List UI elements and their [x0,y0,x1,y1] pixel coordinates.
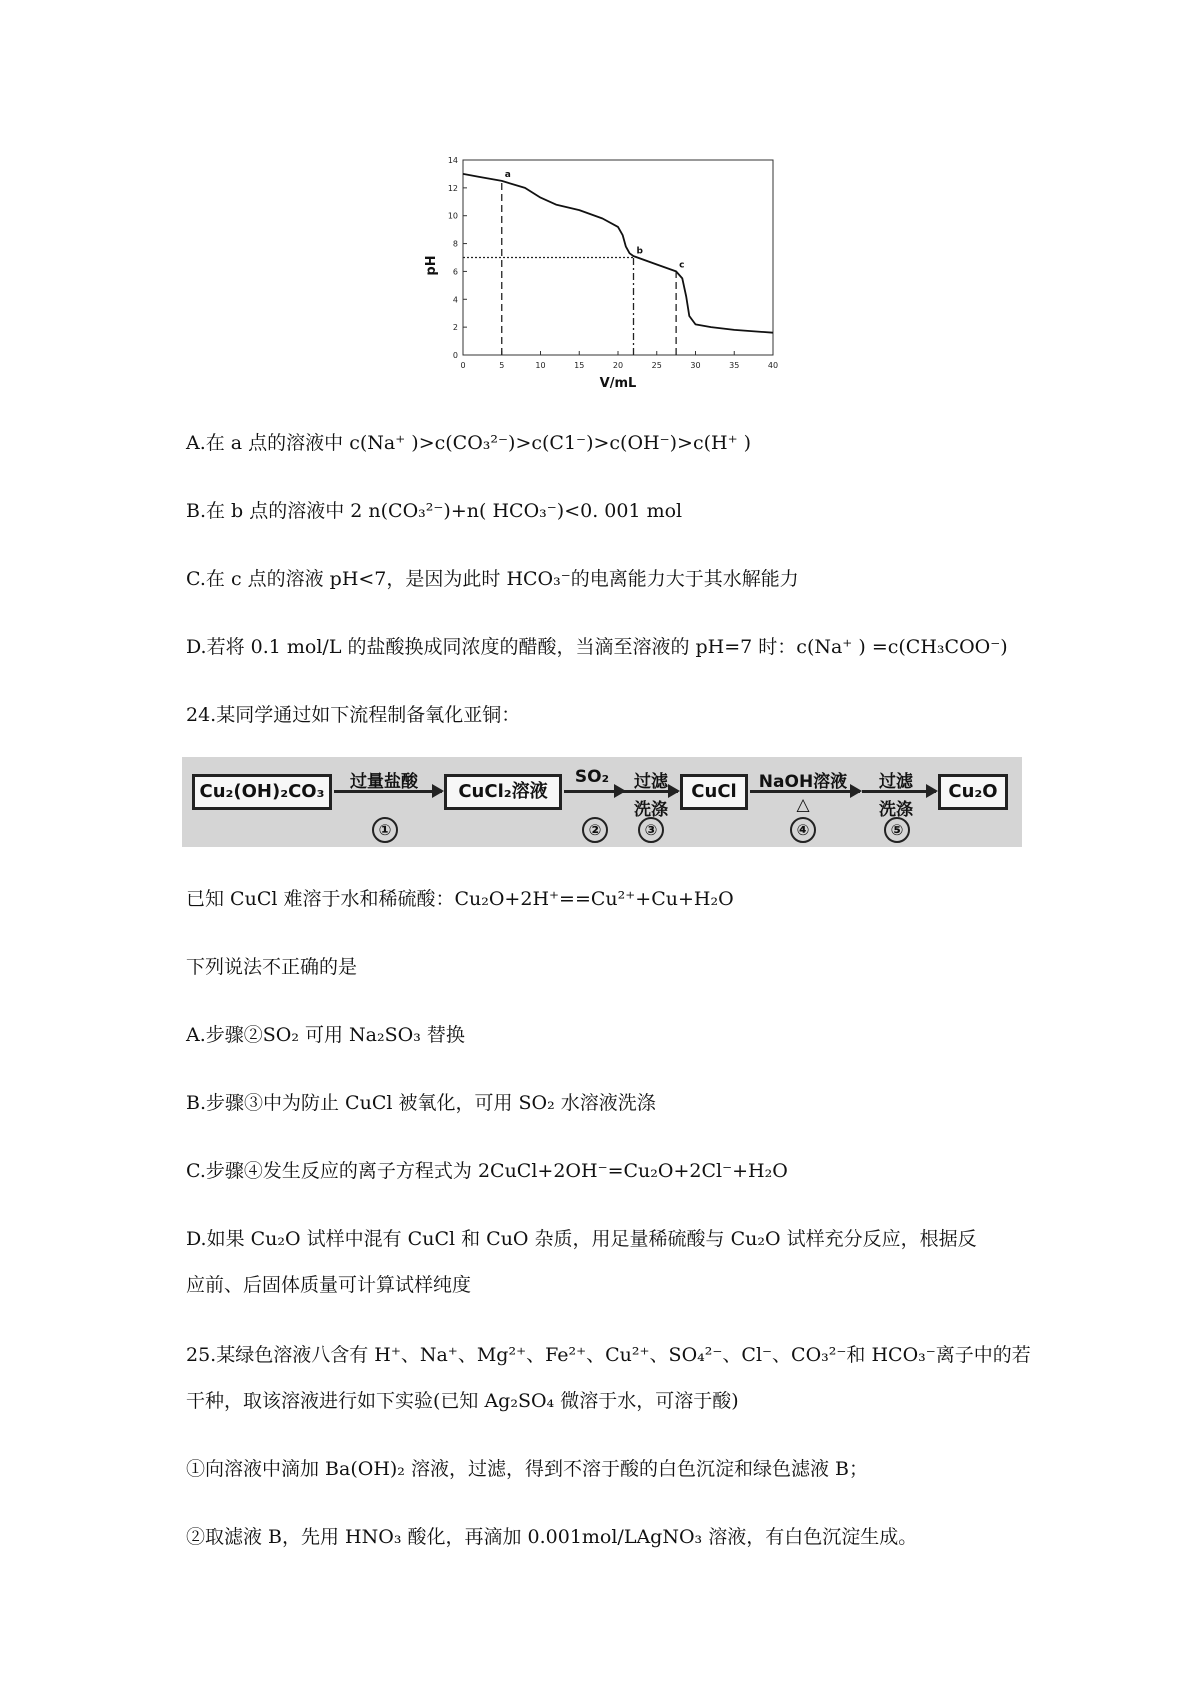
x-tick-label: 15 [574,361,585,370]
y-tick-label: 8 [452,239,458,249]
x-tick-label: 0 [460,361,466,370]
flow-step-1: ① [372,817,398,843]
x-tick-label: 40 [767,361,779,370]
x-tick-label: 30 [690,361,701,370]
plot-frame [463,160,773,355]
y-tick-label: 2 [452,323,458,333]
q25-stem-line1: 25.某绿色溶液八含有 H⁺、Na⁺、Mg²⁺、Fe²⁺、Cu²⁺、SO₄²⁻、Cl⁻、CO₃²⁻和 HCO₃⁻离子中的若 [186,1344,1031,1366]
q25-step-1: ①向溶液中滴加 Ba(OH)₂ 溶液，过滤，得到不溶于酸的白色沉淀和绿色滤液 B； [186,1458,868,1480]
flow-arrow-4-label-bottom: △ [796,795,810,815]
process-flow-diagram [182,757,1022,847]
flow-arrow-1-label: 过量盐酸 [350,772,418,792]
flow-arrow-2-label: SO₂ [574,767,610,787]
flow-step-3: ③ [638,817,664,843]
flow-step-2: ② [582,817,608,843]
y-tick-label: 0 [452,351,458,360]
flow-arrow-2 [564,790,624,793]
y-tick-label: 4 [452,295,458,305]
y-tick-label: 10 [447,211,458,221]
q24-known: 已知 CuCl 难溶于水和稀硫酸：Cu₂O+2H⁺==Cu²⁺+Cu+H₂O [186,888,734,910]
x-tick-label: 20 [612,361,624,370]
flow-arrow-5-label-top: 过滤 [879,772,913,792]
plot-area [424,156,778,391]
y-axis-label: pH [424,255,439,276]
x-tick-label: 5 [499,361,505,370]
flow-box-end: Cu₂O [938,774,1008,810]
q25-stem-line2: 干种，取该溶液进行如下实验(已知 Ag₂SO₄ 微溶于水，可溶于酸) [186,1390,739,1412]
q24-option-c: C.步骤④发生反应的离子方程式为 2CuCl+2OH⁻=Cu₂O+2Cl⁻+H₂O [186,1160,788,1182]
titration-chart [418,150,788,395]
flow-arrow-3-label-top: 过滤 [634,772,668,792]
y-tick-label: 14 [447,156,458,165]
flow-arrow-5-label-bottom: 洗涤 [879,800,913,820]
q25-step-2: ②取滤液 B，先用 HNO₃ 酸化，再滴加 0.001mol/LAgNO₃ 溶液，有白色沉淀生成。 [186,1526,918,1548]
flow-step-5: ⑤ [884,817,910,843]
flow-box-cucl: CuCl [680,774,748,810]
q24-option-d-line2: 应前、后固体质量可计算试样纯度 [186,1274,472,1296]
titration-curve [463,174,773,333]
y-tick-label: 12 [447,183,458,193]
x-tick-label: 10 [535,361,546,370]
flow-box-cucl2: CuCl₂溶液 [444,774,562,810]
q23-option-c: C.在 c 点的溶液 pH<7，是因为此时 HCO₃⁻的电离能力大于其水解能力 [186,568,799,590]
q23-option-b: B.在 b 点的溶液中 2 n(CO₃²⁻)+n( HCO₃⁻)<0. 001 mol [186,500,683,522]
q24-option-a: A.步骤②SO₂ 可用 Na₂SO₃ 替换 [186,1024,465,1046]
q24-option-b: B.步骤③中为防止 CuCl 被氧化，可用 SO₂ 水溶液洗涤 [186,1092,656,1114]
point-label-b: b [636,246,643,257]
q24-ask: 下列说法不正确的是 [186,956,358,978]
flow-arrow-4-label-top: NaOH溶液 [758,772,848,792]
flow-box-start: Cu₂(OH)₂CO₃ [192,774,332,810]
y-tick-label: 6 [452,267,458,277]
x-axis-label: V/mL [599,376,637,391]
q24-stem: 24.某同学通过如下流程制备氧化亚铜： [186,704,521,726]
point-label-a: a [504,169,511,180]
point-label-c: c [679,260,685,271]
flow-arrow-3-label-bottom: 洗涤 [634,800,668,820]
x-tick-label: 25 [651,361,662,370]
q23-option-d: D.若将 0.1 mol/L 的盐酸换成同浓度的醋酸，当滴至溶液的 pH=7 时：c(Na⁺ ) =c(CH₃COO⁻) [186,636,1008,658]
flow-step-4: ④ [790,817,816,843]
q23-option-a: A.在 a 点的溶液中 c(Na⁺ )>c(CO₃²⁻)>c(C1⁻)>c(OH⁻)>c(H⁺ ) [186,432,752,454]
q24-option-d-line1: D.如果 Cu₂O 试样中混有 CuCl 和 CuO 杂质，用足量稀硫酸与 Cu₂O 试样充分反应，根据反 [186,1228,977,1250]
x-tick-label: 35 [729,361,740,370]
